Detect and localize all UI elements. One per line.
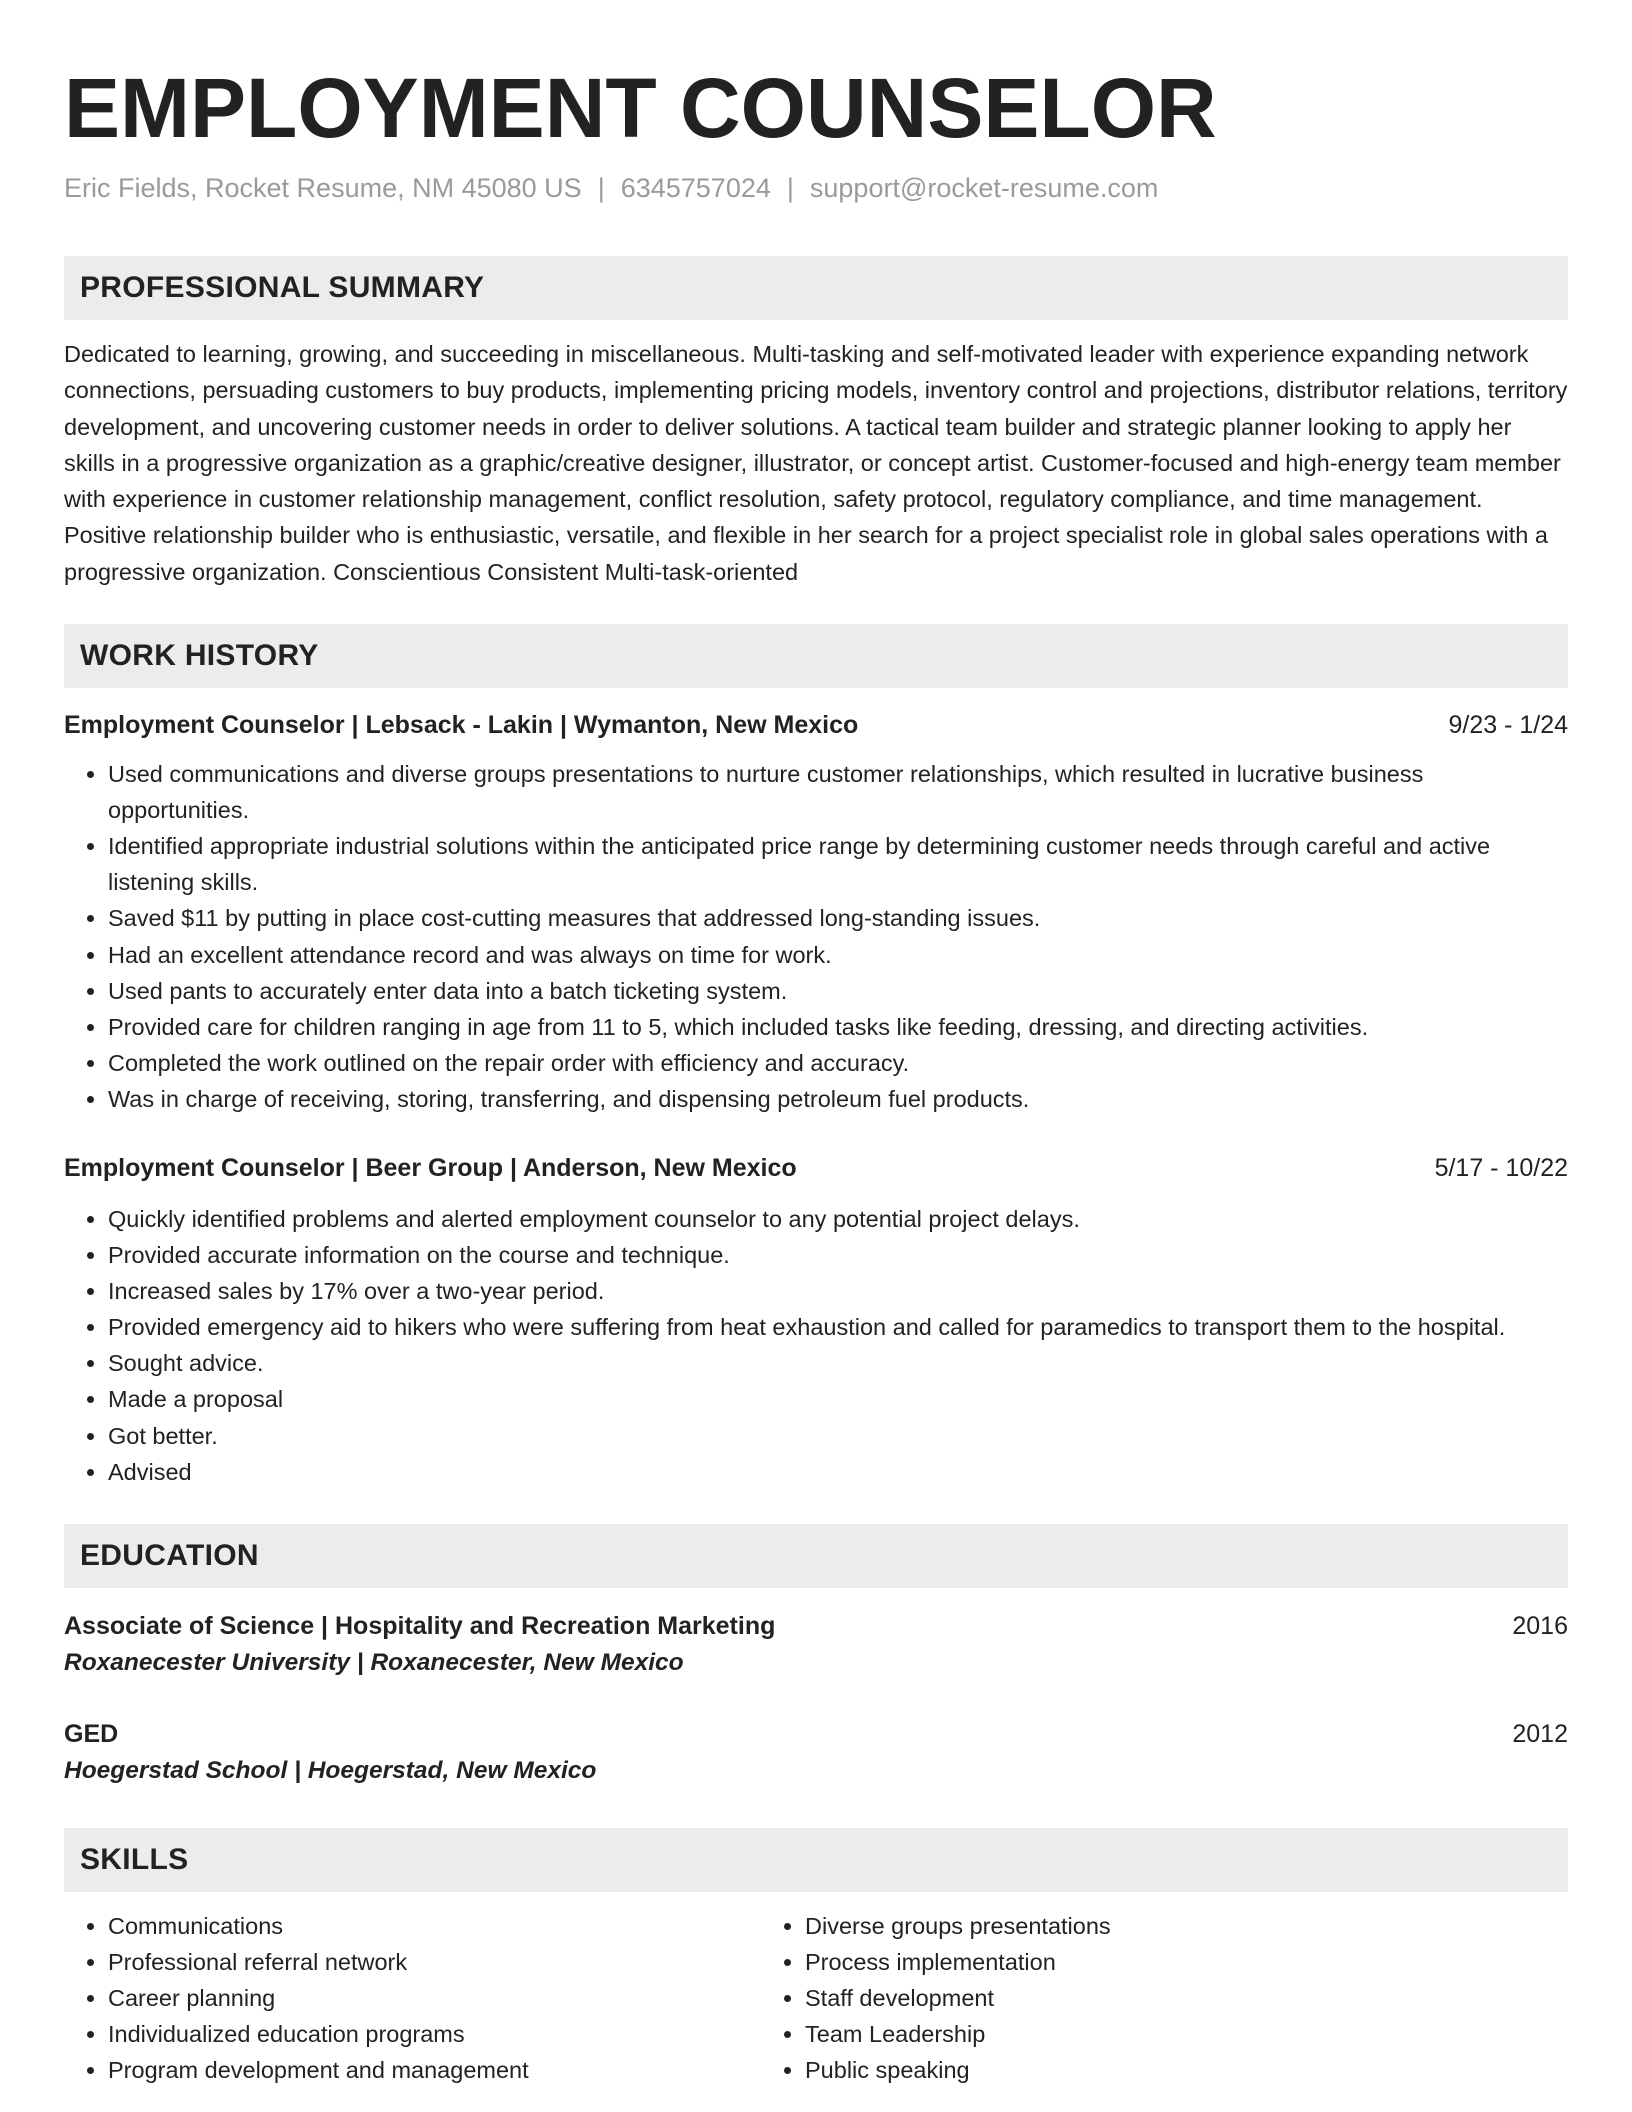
contact-phone: 6345757024	[620, 173, 771, 203]
education-year: 2012	[1512, 1719, 1568, 1748]
education-header	[64, 1716, 1568, 1752]
list-item: • Program development and management	[108, 2052, 761, 2088]
education-school: Roxanecester University | Roxanecester, New Mexico	[64, 1648, 684, 1676]
list-item: • Identified appropriate industrial solutions within the anticipated price range by determining customer needs through careful and active listening skills.	[108, 828, 1568, 900]
list-item: • Quickly identified problems and alerted employment counselor to any potential project delays.	[108, 1201, 1568, 1237]
list-item: • Had an excellent attendance record and was always on time for work.	[108, 937, 1568, 973]
section-heading-skills: SKILLS	[64, 1828, 1568, 1892]
skills-list-left	[64, 1908, 761, 2088]
resume-title: EMPLOYMENT COUNSELOR	[64, 61, 1217, 155]
list-item: • Team Leadership	[805, 2016, 1461, 2052]
job-bullet-list	[64, 1201, 1568, 1490]
education-school: Hoegerstad School | Hoegerstad, New Mexico	[64, 1756, 597, 1784]
job-title: Employment Counselor | Lebsack - Lakin | Wymanton, New Mexico	[64, 711, 859, 740]
list-item: • Made a proposal	[108, 1381, 1568, 1417]
list-item: • Public speaking	[805, 2052, 1461, 2088]
list-item: • Provided emergency aid to hikers who were suffering from heat exhaustion and called for paramedics to transport them to the hospital.	[108, 1309, 1568, 1345]
section-heading-summary: PROFESSIONAL SUMMARY	[64, 256, 1568, 320]
list-item: • Used communications and diverse groups presentations to nurture customer relationships, which resulted in lucrative business opportunities.	[108, 756, 1568, 828]
skills-list-right	[761, 1908, 1461, 2088]
job-header	[64, 708, 1568, 742]
education-entry	[64, 1716, 1568, 1790]
list-item: • Was in charge of receiving, storing, transferring, and dispensing petroleum fuel products.	[108, 1081, 1568, 1117]
list-item: • Communications	[108, 1908, 761, 1944]
job-header	[64, 1151, 1568, 1185]
list-item: • Advised	[108, 1454, 1568, 1490]
contact-separator: |	[786, 173, 794, 203]
list-item: • Provided accurate information on the course and technique.	[108, 1237, 1568, 1273]
section-heading-education: EDUCATION	[64, 1524, 1568, 1588]
job-dates: 5/17 - 10/22	[1434, 1154, 1568, 1183]
list-item: • Used pants to accurately enter data into a batch ticketing system.	[108, 973, 1568, 1009]
list-item: • Individualized education programs	[108, 2016, 761, 2052]
job-bullet-list	[64, 756, 1568, 1117]
contact-line	[64, 170, 1568, 206]
list-item: • Increased sales by 17% over a two-year period.	[108, 1273, 1568, 1309]
list-item: • Professional referral network	[108, 1944, 761, 1980]
education-degree: Associate of Science | Hospitality and Recreation Marketing	[64, 1611, 776, 1640]
education-entry	[64, 1608, 1568, 1682]
education-year: 2016	[1512, 1611, 1568, 1640]
list-item: • Staff development	[805, 1980, 1461, 2016]
job-dates: 9/23 - 1/24	[1448, 711, 1568, 740]
contact-address: Eric Fields, Rocket Resume, NM 45080 US	[64, 173, 582, 203]
list-item: • Process implementation	[805, 1944, 1461, 1980]
job-title: Employment Counselor | Beer Group | Anderson, New Mexico	[64, 1154, 797, 1183]
list-item: • Diverse groups presentations	[805, 1908, 1461, 1944]
summary-text: Dedicated to learning, growing, and succeeding in miscellaneous. Multi-tasking and self-motivated leader with experience expanding network connections, persuading customers to buy products, implementing pricing models, inventory control and projections, distributor relations, territory development, and uncovering customer needs in order to deliver solutions. A tactical team builder and strategic planner looking to apply her skills in a progressive organization as a graphic/creative designer, illustrator, or concept artist. Customer-focused and high-energy team member with experience in customer relationship management, conflict resolution, safety protocol, regulatory compliance, and time management. Positive relationship builder who is enthusiastic, versatile, and flexible in her search for a project specialist role in global sales operations with a progressive organization. Conscientious Consistent Multi-task-oriented	[64, 341, 1568, 585]
skills-columns	[64, 1908, 1568, 2088]
list-item: • Sought advice.	[108, 1345, 1568, 1381]
education-header	[64, 1608, 1568, 1644]
list-item: • Career planning	[108, 1980, 761, 2016]
contact-email: support@rocket-resume.com	[809, 173, 1159, 203]
contact-separator: |	[597, 173, 605, 203]
list-item: • Saved $11 by putting in place cost-cutting measures that addressed long-standing issues.	[108, 900, 1568, 936]
list-item: • Got better.	[108, 1418, 1568, 1454]
section-heading-work-history: WORK HISTORY	[64, 624, 1568, 688]
list-item: • Provided care for children ranging in age from 11 to 5, which included tasks like feeding, dressing, and directing activities.	[108, 1009, 1568, 1045]
education-degree: GED	[64, 1719, 119, 1748]
list-item: • Completed the work outlined on the repair order with efficiency and accuracy.	[108, 1045, 1568, 1081]
